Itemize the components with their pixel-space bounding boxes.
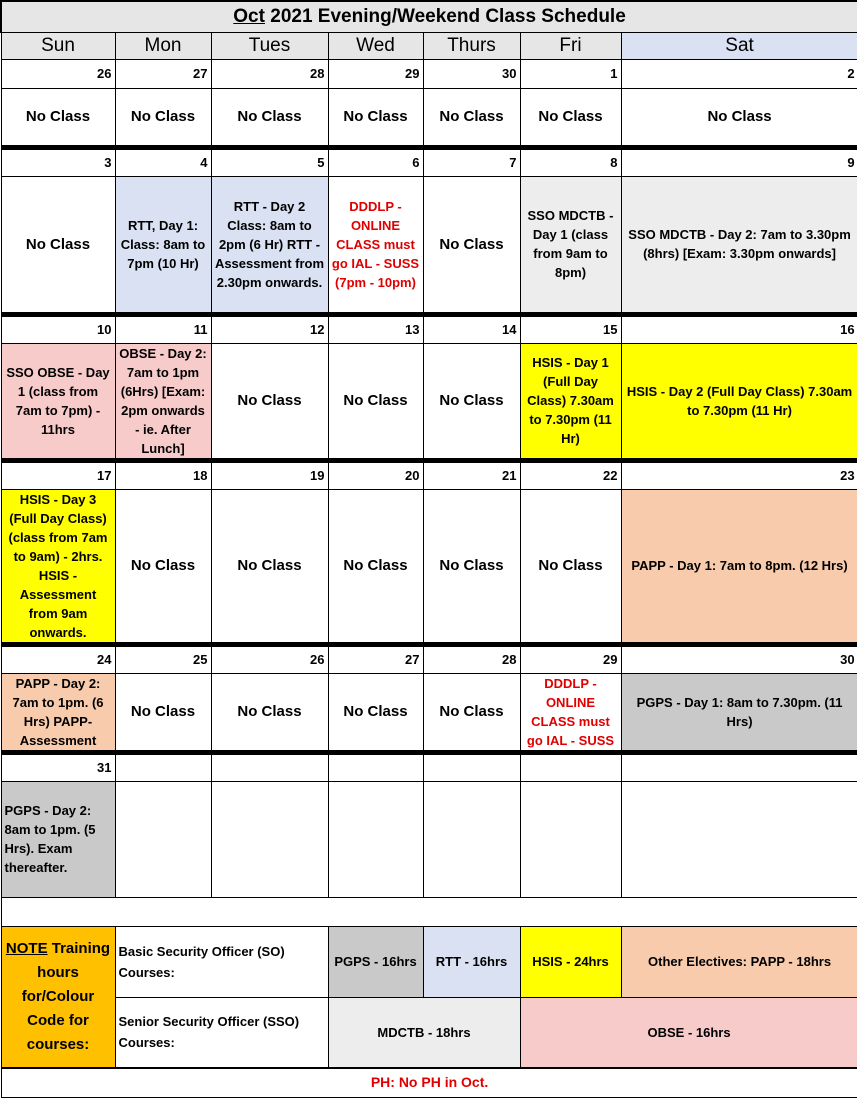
date-number: 5 <box>211 147 328 176</box>
class-entry: DDDLP - ONLINE CLASS must go IAL - SUSS <box>520 673 621 752</box>
date-number <box>520 752 621 781</box>
so-courses-label: Basic Security Officer (SO) Courses: <box>115 926 328 997</box>
date-number: 28 <box>423 644 520 673</box>
date-number: 21 <box>423 460 520 489</box>
date-number: 30 <box>621 644 857 673</box>
date-row <box>1 147 857 176</box>
note-text: Training hours for/Colour Code for courses: <box>21 939 111 1053</box>
day-header: Wed <box>328 32 423 59</box>
date-number: 22 <box>520 460 621 489</box>
date-number <box>423 752 520 781</box>
empty-day-cell <box>423 781 520 897</box>
class-entry: No Class <box>621 88 857 147</box>
sso-courses-label: Senior Security Officer (SSO) Courses: <box>115 997 328 1068</box>
class-entry: No Class <box>1 176 115 314</box>
date-number <box>211 752 328 781</box>
date-number: 26 <box>1 59 115 88</box>
date-number: 17 <box>1 460 115 489</box>
date-number: 26 <box>211 644 328 673</box>
legend-electives: Other Electives: PAPP - 18hrs <box>621 926 857 997</box>
date-number: 11 <box>115 314 211 343</box>
class-entry: No Class <box>328 489 423 644</box>
class-entry: No Class <box>115 489 211 644</box>
class-entry: No Class <box>115 673 211 752</box>
class-entry: No Class <box>115 88 211 147</box>
class-entry: No Class <box>328 88 423 147</box>
class-entry: PGPS - Day 1: 8am to 7.30pm. (11 Hrs) <box>621 673 857 752</box>
class-entry: SSO MDCTB - Day 2: 7am to 3.30pm (8hrs) [Exam: 3.30pm onwards] <box>621 176 857 314</box>
date-number: 8 <box>520 147 621 176</box>
date-number: 20 <box>328 460 423 489</box>
class-entry: RTT - Day 2 Class: 8am to 2pm (6 Hr) RTT - Assessment from 2.30pm onwards. <box>211 176 328 314</box>
footer-row <box>1 1068 857 1097</box>
class-row <box>1 343 857 460</box>
date-number: 29 <box>328 59 423 88</box>
title-month: Oct <box>233 6 265 28</box>
date-number: 30 <box>423 59 520 88</box>
class-entry: No Class <box>211 88 328 147</box>
class-entry: No Class <box>423 343 520 460</box>
class-entry: RTT, Day 1: Class: 8am to 7pm (10 Hr) <box>115 176 211 314</box>
date-number <box>328 752 423 781</box>
date-row <box>1 460 857 489</box>
class-entry: OBSE - Day 2: 7am to 1pm (6Hrs) [Exam: 2pm onwards - ie. After Lunch] <box>115 343 211 460</box>
spacer-cell <box>1 897 857 926</box>
empty-day-cell <box>520 781 621 897</box>
spacer-row <box>1 897 857 926</box>
date-number: 29 <box>520 644 621 673</box>
class-entry: PAPP - Day 1: 7am to 8pm. (12 Hrs) <box>621 489 857 644</box>
date-number: 31 <box>1 752 115 781</box>
footer-note: PH: No PH in Oct. <box>1 1068 857 1097</box>
class-row <box>1 781 857 897</box>
class-entry: No Class <box>423 673 520 752</box>
class-row <box>1 88 857 147</box>
class-entry: No Class <box>1 88 115 147</box>
legend-hsis: HSIS - 24hrs <box>520 926 621 997</box>
class-entry: PGPS - Day 2: 8am to 1pm. (5 Hrs). Exam thereafter. <box>1 781 115 897</box>
date-number: 16 <box>621 314 857 343</box>
calendar-weeks <box>1 59 857 897</box>
date-row <box>1 644 857 673</box>
date-number: 23 <box>621 460 857 489</box>
class-row <box>1 176 857 314</box>
date-number: 27 <box>115 59 211 88</box>
class-entry: No Class <box>211 673 328 752</box>
date-number: 2 <box>621 59 857 88</box>
legend-mdctb: MDCTB - 18hrs <box>328 997 520 1068</box>
day-header: Fri <box>520 32 621 59</box>
class-row <box>1 489 857 644</box>
date-number <box>621 752 857 781</box>
date-number: 24 <box>1 644 115 673</box>
date-number: 12 <box>211 314 328 343</box>
legend-note <box>1 926 115 1068</box>
class-row <box>1 673 857 752</box>
class-entry: DDDLP - ONLINE CLASS must go IAL - SUSS (7pm - 10pm) <box>328 176 423 314</box>
class-entry: No Class <box>520 489 621 644</box>
class-entry: PAPP - Day 2: 7am to 1pm. (6 Hrs) PAPP- Assessment <box>1 673 115 752</box>
date-row <box>1 314 857 343</box>
legend-obse: OBSE - 16hrs <box>520 997 857 1068</box>
class-entry: No Class <box>211 489 328 644</box>
date-row <box>1 59 857 88</box>
empty-day-cell <box>211 781 328 897</box>
date-number: 3 <box>1 147 115 176</box>
legend-rtt: RTT - 16hrs <box>423 926 520 997</box>
day-header: Tues <box>211 32 328 59</box>
legend-row-so <box>1 926 857 997</box>
date-number: 14 <box>423 314 520 343</box>
date-number: 7 <box>423 147 520 176</box>
weekday-header-row <box>1 32 857 59</box>
date-number: 18 <box>115 460 211 489</box>
day-header: Thurs <box>423 32 520 59</box>
class-entry: No Class <box>328 343 423 460</box>
class-entry: No Class <box>423 88 520 147</box>
date-number: 13 <box>328 314 423 343</box>
empty-day-cell <box>328 781 423 897</box>
class-entry: SSO OBSE - Day 1 (class from 7am to 7pm) - 11hrs <box>1 343 115 460</box>
class-entry: No Class <box>328 673 423 752</box>
empty-day-cell <box>621 781 857 897</box>
class-entry: No Class <box>423 176 520 314</box>
date-number: 25 <box>115 644 211 673</box>
date-number: 19 <box>211 460 328 489</box>
class-entry: HSIS - Day 1 (Full Day Class) 7.30am to 7.30pm (11 Hr) <box>520 343 621 460</box>
legend-pgps: PGPS - 16hrs <box>328 926 423 997</box>
empty-day-cell <box>115 781 211 897</box>
day-header: Mon <box>115 32 211 59</box>
date-number: 6 <box>328 147 423 176</box>
note-word: NOTE <box>5 939 48 957</box>
date-number: 1 <box>520 59 621 88</box>
date-row <box>1 752 857 781</box>
class-entry: HSIS - Day 3 (Full Day Class) (class from 7am to 9am) - 2hrs. HSIS - Assessment from 9am onwards. <box>1 489 115 644</box>
title-rest: 2021 Evening/Weekend Class Schedule <box>264 6 626 28</box>
class-entry: SSO MDCTB - Day 1 (class from 9am to 8pm) <box>520 176 621 314</box>
legend-row-sso <box>1 997 857 1068</box>
date-number: 28 <box>211 59 328 88</box>
class-entry: No Class <box>423 489 520 644</box>
date-number: 15 <box>520 314 621 343</box>
class-entry: No Class <box>211 343 328 460</box>
date-number: 27 <box>328 644 423 673</box>
page-title <box>1 1 857 32</box>
class-entry: HSIS - Day 2 (Full Day Class) 7.30am to 7.30pm (11 Hr) <box>621 343 857 460</box>
day-header: Sat <box>621 32 857 59</box>
date-number: 4 <box>115 147 211 176</box>
date-number <box>115 752 211 781</box>
class-entry: No Class <box>520 88 621 147</box>
date-number: 10 <box>1 314 115 343</box>
date-number: 9 <box>621 147 857 176</box>
day-header: Sun <box>1 32 115 59</box>
